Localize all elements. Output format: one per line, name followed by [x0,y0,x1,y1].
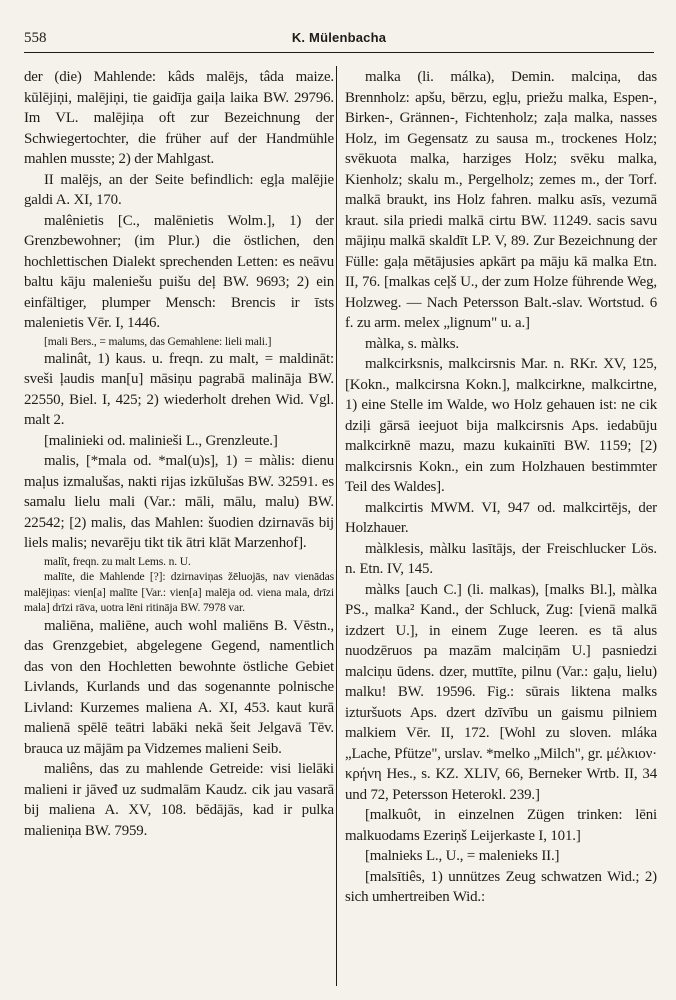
entry: [malnieks L., U., = malenieks II.] [365,848,560,864]
entry: malis, [*mala od. *mal(u)s], 1) = màlis: dienu maļus izmalušas, nakti rijas izkūlušas BW. 32591. es samalu lielu mali (Var.: māli, mālu, malu) BW. 22542; [2) malis, das Mahlen: šuodien dzirnavās bij liels malis; nevarēju tikt tik ātri klāt Marzenhof]. [24,453,334,552]
running-head: K. Mülenbacha [291,30,387,45]
entry: [malinieki od. malinieši L., Grenzleute.] [44,432,278,449]
column-divider [336,66,337,986]
entry: maliêns, das zu mahlende Getreide: visi lielāki malieni ir jāveđ uz sudmalām Kaudz. cik jau vasarā bij malienа A. XV, 108. bēdājās, kad ir pulka malieniņa BW. 7959. [24,761,334,839]
entry: malkcirtis MWM. VI, 947 od. malkcirtējs, der Holzhauer. [345,499,657,536]
right-column [345,67,657,908]
entry-continuation: der (die) Mahlende: kâds malējs, tâda maize. kūlējiņi, malējiņi, tie gaidīja gaiļa laika BW. 29796. Im VL. malējiņa oft zur Bezeichnung der Schwiegertochter, die früher auf der Handmühle mahlen musste; 2) der Mahlgast. [24,69,334,167]
entry: màlka, s. màlks. [365,335,459,352]
entry: màlks [auch C.] (li. malkas), [malks Bl.], màlka PS., malka² Kand., der Schluck, Zug: [vienā malkā izdzert U.], in einem Zuge leeren. es tā alus nuodzēruos pa mazām malciņām U.] pasniedzi malciņu ūdens. dzer, muttīte, pilnu (Var.: gaļu, lielu) malku! BW. 19596. Fig.: sūrais liktena malks izturšuots Aps. dzert dzīvību un gaismu pilniem malkiem Vēr. II, 172. [Wohl zu sloven. mláka „Lache, Pfütze", urslav. *melko „Milch", gr. μέλκιον· κρήνη Hes., s. KZ. XLIV, 66, Berneker Wrtb. II, 34 und 72, Petersson Heterokl. 239.] [345,581,657,803]
entry: malinât, 1) kaus. u. freqn. zu malt, = maldināt: sveši ļaudis man[u] māsiņu pagrabā malināja BW. 22550, Biel. I, 425; 2) wiederholt drehen Wid. Vgl. malt 2. [24,350,334,429]
entry: malīte, die Mahlende [?]: dzirnaviņas žēluojās, nav vienādas malējiņas: vien[a] malīte [Var.: vien[a] malēja od. viena mala, drīzi mala] drīzi rāva, uotra lēni ritināja BW. 7978 var. [24,570,334,615]
entry: malka (li. málka), Demin. malciņa, das Brennholz: apšu, bērzu, egļu, priežu malka, Espen-, Birken-, Grännen-, Fichtenholz; zaļa malka, nasses Holz, im Gegensatz zu sausa m., trockenes Holz; svēkuota malka, harziges Holz; svēku malka, Kienholz; skalu m., Pergelholz; zemes m., der Torf. malkā braukt, ins Holz fahren. malku asīs, vezumā kraut. sila priedi malkā cirtu BW. 11249. sacis savu mājiņu malkā skaldīt LP. V, 89. Zur Bezeichnung der Fülle: gaļa mētājusies apkārt pa māju kā malka Etn. II, 76. [malkas ceļš U., der zum Holze führende Weg, Holzweg. — Nach Petersson Balt.-slav. Wortstud. 6 f. zu arm. melex „lignum" u. a.] [345,69,657,331]
entry: [malsītiês, 1) unnützes Zeug schwatzen Wid.; 2) sich umhertreiben Wid.: [345,868,657,905]
entry: [malkuôt, in einzelnen Zügen trinken: lēni malkuodams Ezeriņš Leijerkaste I, 101.] [345,807,657,844]
left-column [24,67,334,841]
entry: II malējs, an der Seite befindlich: egļa malējie galdi A. XI, 170. [24,171,334,208]
entry: malkcirksnis, malkcirsnis Mar. n. RKr. XV, 125, [Kokn., malkcirsna Kokn.], malkcirkne, malkcirtne, 1) eine Stelle im Walde, wo Holz gehauen ist: ne cik dziļi gārsā ieejuot bija malkcirsnis Aps. iedabūju malkcirknē mazu, mazu kukainīti BW. 1159; [2) malkcirsnis Kokn., ein zum Holzhauen bestimmter Teil des Waldes]. [345,356,657,495]
entry: maliēna, maliēne, auch wohl maliēns B. Vēstn., das Grenzgebiet, abgelegene Gegend, namentlich das von den Hochletten bewohnte östliche Gebiet Livlands, Kurlands und das sogenannte polnische Livland: Kurzemes maliena A. XI, 453. kaut kurā malienā spēlē teātri labāki nekā šeit Jelgavā Tēv. brauca uz mājām pa Vidzemes malieni Seib. [24,617,334,757]
entry: malît, freqn. zu malt Lems. n. U. [44,554,191,568]
entry: malênietis [C., malēnietis Wolm.], 1) der Grenzbewohner; (im Plur.) die östlichen, den hochlettischen Dialekt sprechenden Letten: es neāvu baltu kāju maleniešu puišu deļ BW. 9693; 2) ein einfältiger, plumper Mensch: Brencis ir īsts malenietis Vēr. I, 1446. [24,212,334,331]
entry: [mali Bers., = malums, das Gemahlene: lieli mali.] [44,334,272,348]
entry: màlklesis, màlku lasītājs, der Freischlucker Lös. n. Etn. IV, 145. [345,540,657,577]
page-header [24,30,654,53]
page-number: 558 [24,30,47,46]
